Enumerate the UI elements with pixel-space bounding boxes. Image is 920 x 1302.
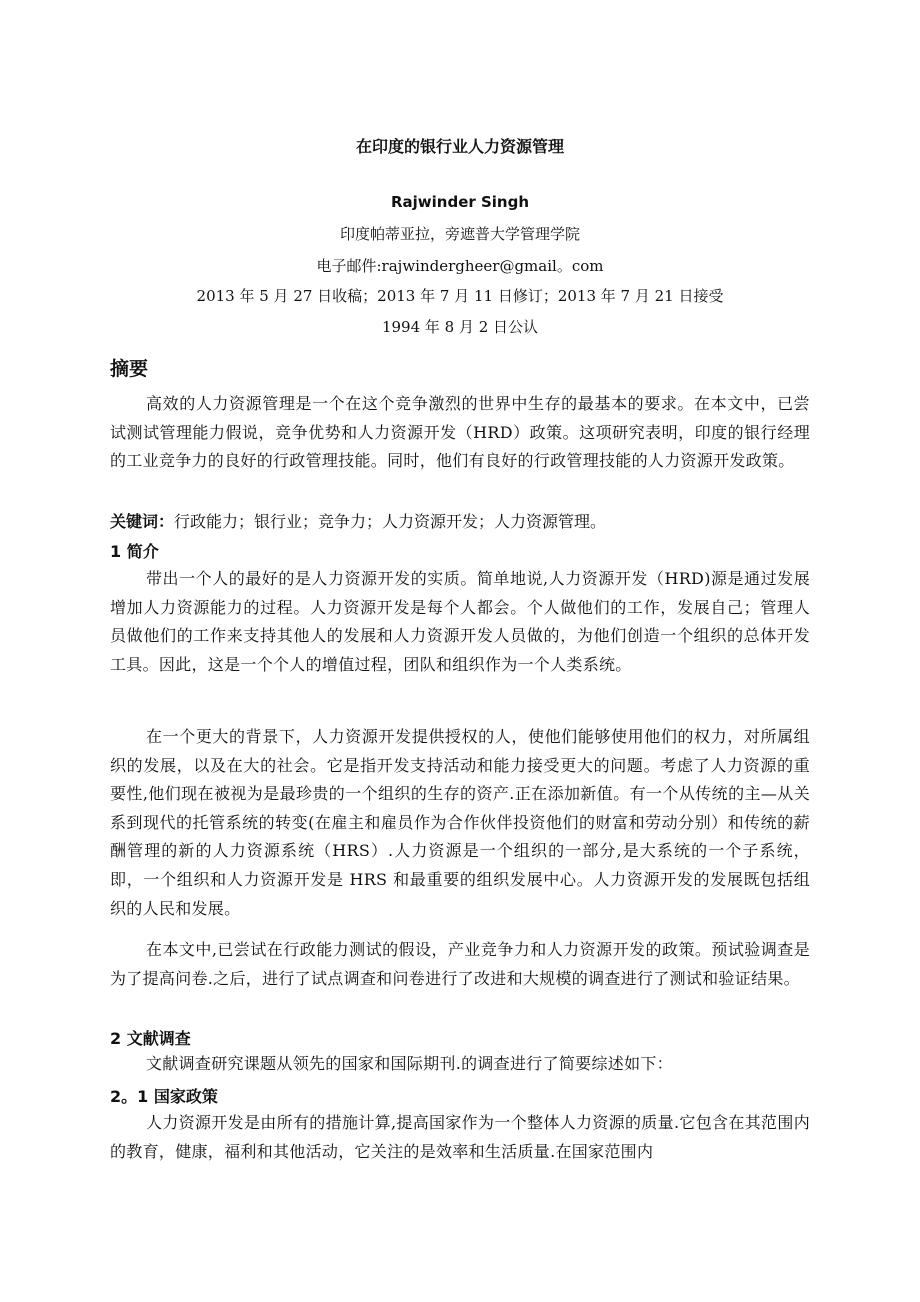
- keywords-line: [110, 508, 810, 536]
- section-1-heading: 1 简介: [110, 542, 159, 561]
- section-1-paragraph-3: 在本文中,已尝试在行政能力测试的假设，产业竞争力和人力资源开发的政策。预试验调查是为了提高问卷.之后，进行了试点调查和问卷进行了改进和大规模的调查进行了测试和验证结果。: [110, 940, 810, 988]
- author-name: Rajwinder Singh: [390, 193, 530, 211]
- author-email: 电子邮件:rajwindergheer@gmail。com: [316, 257, 604, 275]
- keywords-text: 行政能力；银行业；竞争力；人力资源开发；人力资源管理。: [174, 512, 607, 531]
- section-2-heading: 2 文献调查: [110, 1029, 191, 1048]
- section-1-paragraph-2: 在一个更大的背景下，人力资源开发提供授权的人，使他们能够使用他们的权力，对所属组织的发展，以及在大的社会。它是指开发支持活动和能力接受更大的问题。考虑了人力资源的重要性,他们现在被视为是最珍贵的一个组织的生存的资产.正在添加新值。有一个从传统的主—从关系到现代的托管系统的转变(在雇主和雇员作为合作伙伴投资他们的财富和劳动分别）和传统的薪酬管理的新的人力资源系统（HRS）.人力资源是一个组织的一部分,是大系统的一个子系统，即，一个组织和人力资源开发是 HRS 和最重要的组织发展中心。人力资源开发的发展既包括组织的人民和发展。: [110, 727, 810, 918]
- section-1-paragraph-1: 带出一个人的最好的是人力资源开发的实质。简单地说,人力资源开发（HRD)源是通过发展增加人力资源能力的过程。人力资源开发是每个人都会。个人做他们的工作，发展自己；管理人员做他们的工作来支持其他人的发展和人力资源开发人员做的，为他们创造一个组织的总体开发工具。因此，这是一个个人的增值过程，团队和组织作为一个人类系统。: [110, 569, 810, 674]
- abstract-heading: 摘要: [110, 358, 149, 380]
- manuscript-dates: 2013 年 5 月 27 日收稿；2013 年 7 月 11 日修订；2013 年 7 月 21 日接受: [196, 287, 724, 305]
- approval-date: 1994 年 8 月 2 日公认: [381, 318, 539, 336]
- keywords-label: 关键词：: [110, 512, 175, 531]
- section-2-1-paragraph-1: 人力资源开发是由所有的措施计算,提高国家作为一个整体人力资源的质量.它包含在其范围内的教育，健康，福利和其他活动，它关注的是效率和生活质量.在国家范围内: [110, 1113, 810, 1161]
- section-2-1-heading: 2。1 国家政策: [110, 1087, 218, 1106]
- paper-title: 在印度的银行业人力资源管理: [355, 137, 564, 156]
- section-2-paragraph-1: 文献调查研究课题从领先的国家和国际期刊.的调查进行了简要综述如下：: [146, 1054, 673, 1073]
- abstract-paragraph: 高效的人力资源管理是一个在这个竞争激烈的世界中生存的最基本的要求。在本文中，已尝试测试管理能力假说，竞争优势和人力资源开发（HRD）政策。这项研究表明，印度的银行经理的工业竞争力的良好的行政管理技能。同时，他们有良好的行政管理技能的人力资源开发政策。: [110, 394, 810, 471]
- author-affiliation: 印度帕蒂亚拉，旁遮普大学管理学院: [339, 225, 580, 243]
